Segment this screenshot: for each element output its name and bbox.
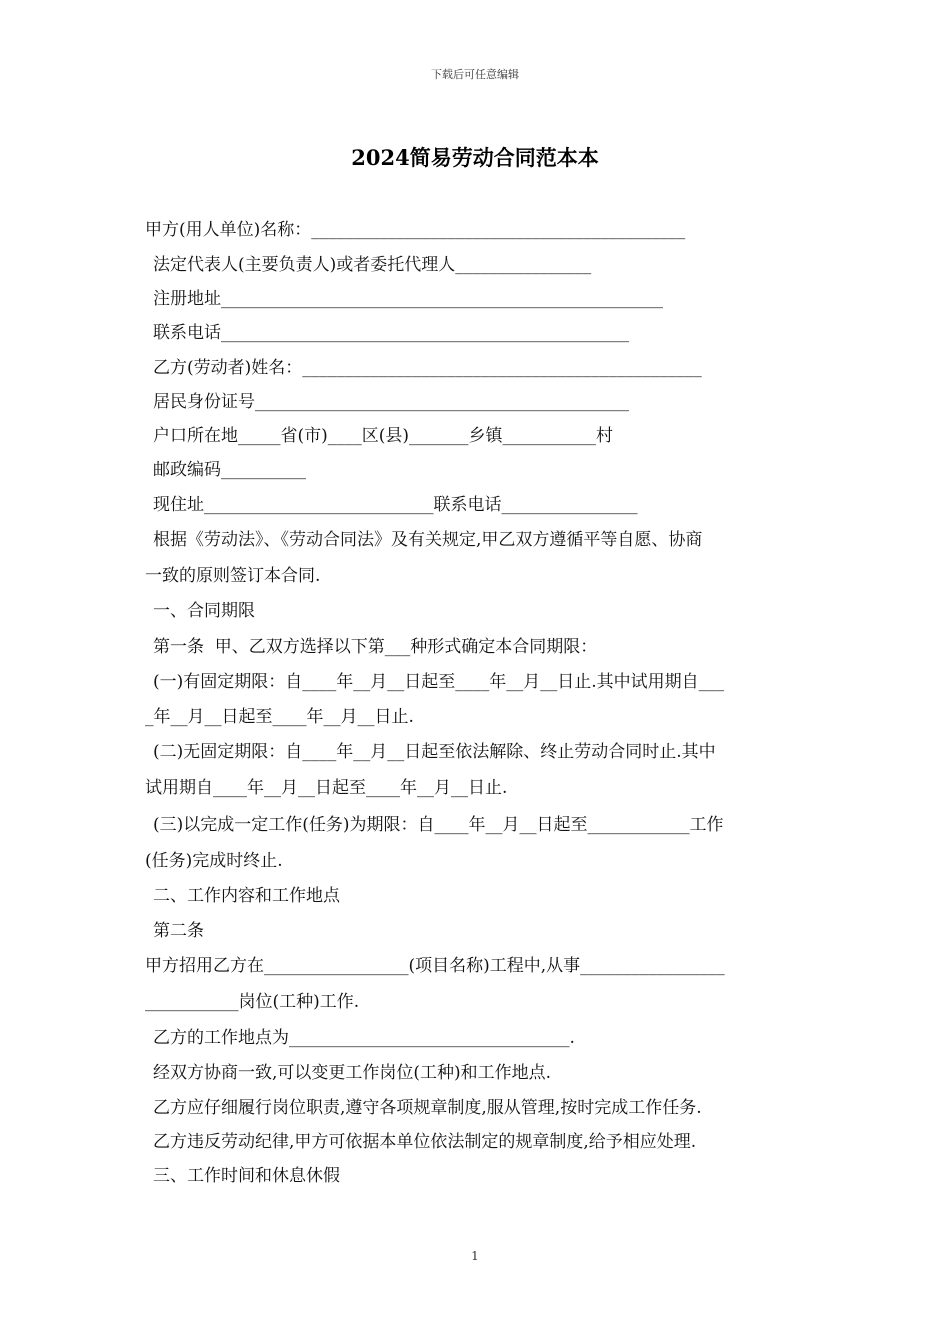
work-assignment-line2: ___________岗位(工种)工作. (145, 992, 360, 1012)
work-location: 乙方的工作地点为_________________________________. (153, 1028, 575, 1048)
field-party-b-name: 乙方(劳动者)姓名：_______________________________________________ (153, 358, 702, 378)
field-party-a-phone: 联系电话________________________________________________ (153, 323, 629, 343)
discipline-clause: 乙方违反劳动纪律,甲方可依据本单位依法制定的规章制度,给予相应处理. (153, 1132, 697, 1152)
paragraph-preamble-line2: 一致的原则签订本合同. (145, 566, 321, 586)
term-task-based-line2: (任务)完成时终止. (145, 851, 283, 871)
term-fixed-line2: _年__月__日起至____年__月__日止. (145, 707, 414, 727)
term-fixed-line1: (一)有固定期限：自____年__月__日起至____年__月__日止.其中试用期自___ (153, 672, 725, 692)
work-change-clause: 经双方协商一致,可以变更工作岗位(工种)和工作地点. (153, 1063, 552, 1083)
paragraph-preamble-line1: 根据《劳动法》、《劳动合同法》及有关规定,甲乙双方遵循平等自愿、协商 (153, 530, 703, 550)
work-assignment-line1: 甲方招用乙方在_________________(项目名称)工程中,从事_________________ (145, 956, 725, 976)
page-header: 下载后可任意编辑 (431, 68, 519, 81)
field-party-a-name: 甲方(用人单位)名称：____________________________________________ (145, 220, 686, 240)
duties-clause: 乙方应仔细履行岗位职责,遵守各项规章制度,服从管理,按时完成工作任务. (153, 1098, 702, 1118)
field-current-address: 现住址___________________________联系电话________________ (153, 495, 638, 515)
page-number: 1 (471, 1249, 479, 1263)
field-registered-address: 注册地址____________________________________________________ (153, 289, 663, 309)
section-heading-contract-term: 一、合同期限 (153, 601, 255, 621)
field-legal-representative: 法定代表人(主要负责人)或者委托代理人________________ (153, 255, 592, 275)
section-heading-working-hours: 三、工作时间和休息休假 (153, 1166, 340, 1186)
term-open-ended-line1: (二)无固定期限：自____年__月__日起至依法解除、终止劳动合同时止.其中 (153, 742, 716, 762)
field-id-number: 居民身份证号____________________________________________ (153, 392, 629, 412)
document-title: 2024简易劳动合同范本本 (351, 145, 599, 170)
term-task-based-line1: (三)以完成一定工作(任务)为期限：自____年__月__日起至____________工作 (153, 815, 724, 835)
term-open-ended-line2: 试用期自____年__月__日起至____年__月__日止. (145, 778, 508, 798)
article-one: 第一条 甲、乙双方选择以下第___种形式确定本合同期限： (153, 637, 598, 657)
field-household-location: 户口所在地_____省(市)____区(县)_______乡镇___________村 (153, 426, 614, 446)
article-two: 第二条 (153, 921, 204, 941)
section-heading-work-content: 二、工作内容和工作地点 (153, 886, 340, 906)
field-postal-code: 邮政编码__________ (153, 460, 306, 480)
